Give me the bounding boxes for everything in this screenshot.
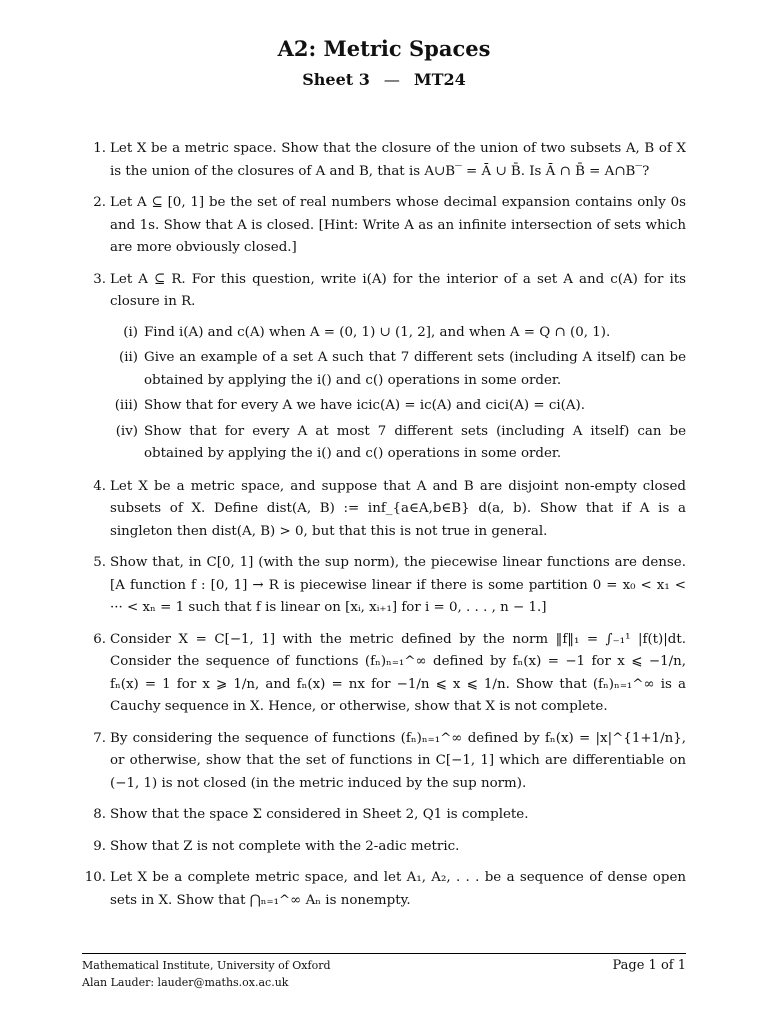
- subpart-text: Give an example of a set A such that 7 different sets (including A itself) can be obtained by applying the i() and c() operations in some order.: [144, 350, 686, 388]
- problem-6: [82, 629, 686, 719]
- problem-number: 10.: [84, 870, 106, 885]
- problem-9: [82, 836, 686, 859]
- page-footer: [82, 957, 686, 991]
- problem-text: Show that, in C[0, 1] (with the sup norm), the piecewise linear functions are dense. [A function f : [0, 1] → R is piecewise linear if there is some partition 0 = x₀ < x₁ < ··· < xₙ = 1 such that f is linear on [xᵢ, xᵢ₊₁] for i = 0, . . . , n − 1.]: [110, 555, 686, 615]
- subpart-iv: [110, 421, 686, 466]
- problem-1: [82, 138, 686, 183]
- problem-text: Let X be a complete metric space, and let A₁, A₂, . . . be a sequence of dense open sets in X. Show that ⋂ₙ₌₁^∞ Aₙ is nonempty.: [110, 870, 686, 908]
- problem-4: [82, 476, 686, 544]
- term-label: MT24: [413, 70, 466, 89]
- subpart-ii: [110, 347, 686, 392]
- problem-text: Let X be a metric space, and suppose that A and B are disjoint non-empty closed subsets of X. Define dist(A, B) := inf_{a∈A,b∈B} d(a, b). Show that if A is a singleton then dist(A, B) > 0, but that this is not true in general.: [110, 478, 686, 539]
- subpart-text: Find i(A) and c(A) when A = (0, 1) ∪ (1, 2], and when A = Q ∩ (0, 1).: [144, 324, 611, 340]
- problem-number: 5.: [93, 555, 106, 570]
- subpart-label: (iv): [115, 423, 138, 439]
- problem-3: [82, 269, 686, 466]
- problem-number: 8.: [93, 807, 106, 822]
- problem-10: [82, 867, 686, 912]
- subpart-text: Show that for every A we have icic(A) = ic(A) and cici(A) = ci(A).: [144, 398, 586, 413]
- page-number: Page 1 of 1: [612, 958, 686, 973]
- problem-number: 7.: [93, 730, 106, 746]
- subpart-text: Show that for every A at most 7 different sets (including A itself) can be obtained by applying the i() and c() operations in some order.: [144, 423, 686, 461]
- sheet-subtitle: [0, 70, 768, 90]
- problem-number: 6.: [93, 631, 106, 647]
- subpart-label: (ii): [118, 350, 138, 365]
- subtitle-separator: —: [383, 70, 400, 89]
- problem-7: [82, 728, 686, 796]
- footer-institution: Mathematical Institute, University of Oxford: [82, 959, 331, 972]
- problem-text: Let A ⊆ R. For this question, write i(A) for the interior of a set A and c(A) for its closure in R.: [110, 271, 686, 309]
- problem-number: 1.: [93, 141, 106, 156]
- sheet-title: A2: Metric Spaces: [277, 36, 491, 61]
- problem-number: 9.: [93, 838, 106, 854]
- problem-text: Let X be a metric space. Show that the closure of the union of two subsets A, B of X is the union of the closures of A and B, that is A∪B‾ = Ā ∪ B̄. Is Ā ∩ B̄ = A∩B‾?: [110, 141, 686, 179]
- problem-text: Show that the space Σ considered in Sheet 2, Q1 is complete.: [110, 807, 529, 822]
- problem-text: By considering the sequence of functions (fₙ)ₙ₌₁^∞ defined by fₙ(x) = |x|^{1+1/n}, or otherwise, show that the set of functions in C[−1, 1] which are differentiable on (−1, 1) is not closed (in the metric induced by the sup norm).: [110, 730, 686, 791]
- subpart-iii: [110, 395, 686, 418]
- problem-2: [82, 192, 686, 260]
- problem-number: 2.: [93, 195, 106, 210]
- problem-number: 3.: [93, 271, 106, 287]
- subpart-list: [110, 322, 686, 466]
- sheet-number: Sheet 3: [302, 70, 370, 89]
- subpart-i: [110, 322, 686, 345]
- problem-text: Consider X = C[−1, 1] with the metric defined by the norm ‖f‖₁ = ∫₋₁¹ |f(t)|dt. Consider the sequence of functions (fₙ)ₙ₌₁^∞ defined by fₙ(x) = −1 for x ⩽ −1/n, fₙ(x) = 1 for x ⩾ 1/n, and fₙ(x) = nx for −1/n ⩽ x ⩽ 1/n. Show that (fₙ)ₙ₌₁^∞ is a Cauchy sequence in X. Hence, or otherwise, show that X is not complete.: [110, 631, 686, 714]
- problem-5: [82, 552, 686, 620]
- problem-number: 4.: [93, 478, 106, 494]
- subpart-label: (iii): [114, 398, 138, 413]
- footer-divider: [82, 953, 686, 954]
- subpart-label: (i): [123, 324, 138, 340]
- problem-list: [82, 138, 686, 912]
- problem-text: Let A ⊆ [0, 1] be the set of real numbers whose decimal expansion contains only 0s and 1s. Show that A is closed. [Hint: Write A as an infinite intersection of sets which are more obviously closed.]: [110, 195, 686, 255]
- footer-author-email: Alan Lauder: lauder@maths.ox.ac.uk: [82, 976, 289, 989]
- problem-8: [82, 804, 686, 827]
- problem-text: Show that Z is not complete with the 2-adic metric.: [110, 838, 460, 854]
